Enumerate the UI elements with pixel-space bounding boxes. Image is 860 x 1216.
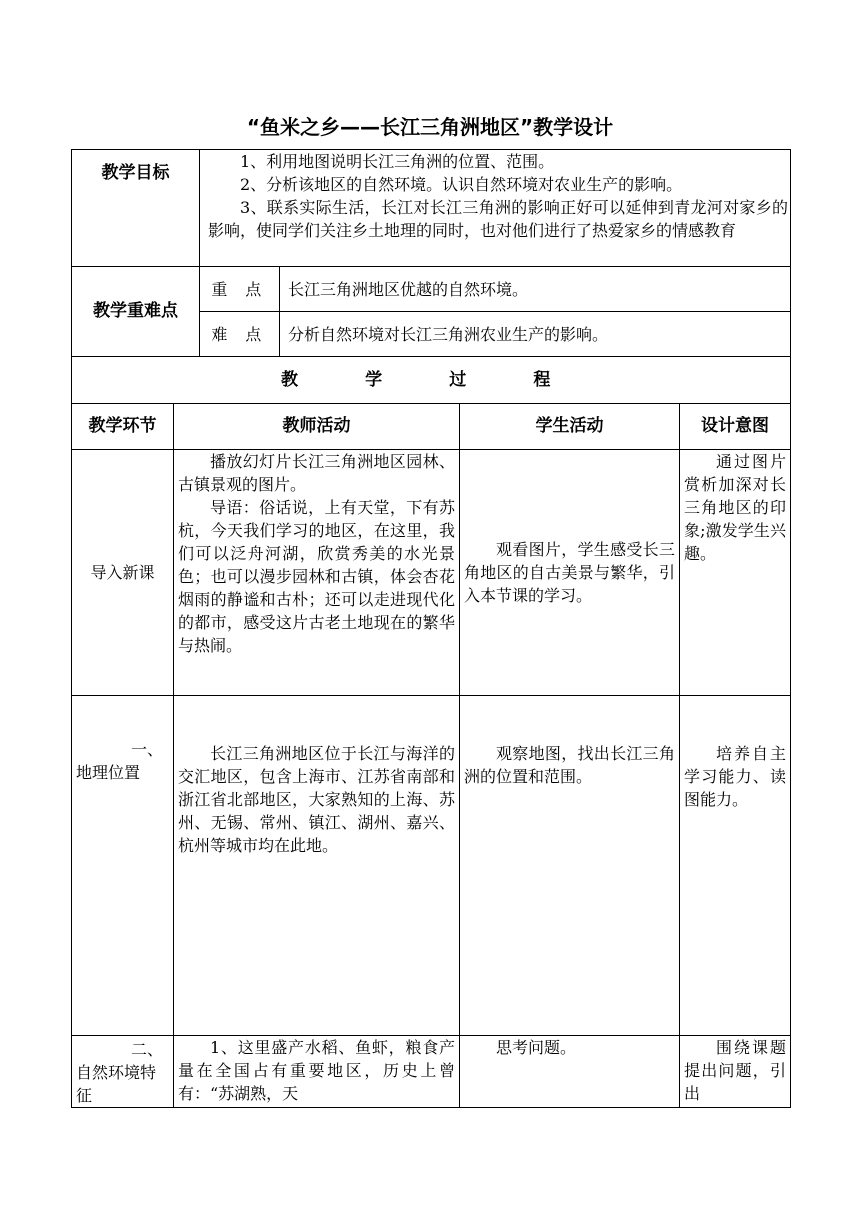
document-title: “鱼米之乡——长江三角洲地区”教学设计: [246, 115, 614, 139]
table-row: [72, 450, 791, 696]
goal-item: 2、分析该地区的自然环境。认识自然环境对农业生产的影响。: [240, 175, 683, 194]
goals-label: 教学目标: [72, 150, 200, 267]
teacher-cell: [174, 450, 460, 696]
focus-row: [72, 267, 791, 312]
col-header-teacher: 教师活动: [174, 404, 460, 450]
goal-item: 3、联系实际生活，长江对长江三角洲的影响正好可以延伸到青龙河对家乡的影响，使同学们关注乡土地理的同时，也对他们进行了热爱家乡的情感教育: [208, 198, 788, 240]
difficulty-label: 难 点: [200, 312, 280, 357]
col-header-intent: 设计意图: [680, 404, 791, 450]
process-title-row: [72, 357, 791, 404]
stage-index: 一、: [130, 740, 163, 759]
difficulty-text: 分析自然环境对长江三角洲农业生产的影响。: [280, 312, 791, 357]
column-header-row: [72, 404, 791, 450]
goals-content: [200, 150, 791, 267]
teacher-paragraph: 播放幻灯片长江三角洲地区园林、古镇景观的图片。: [178, 452, 455, 494]
goal-item: 1、利用地图说明长江三角洲的位置、范围。: [240, 152, 555, 171]
student-cell: 观察地图，找出长江三角洲的位置和范围。: [460, 696, 680, 1036]
lesson-plan-table: [71, 149, 791, 1108]
stage-cell: [72, 696, 174, 1036]
focus-text: 长江三角洲地区优越的自然环境。: [280, 267, 791, 312]
intent-cell: 围绕课题提出问题，引出: [680, 1036, 791, 1108]
key-points-label: 教学重难点: [72, 267, 200, 357]
teacher-paragraph: 导语：俗话说，上有天堂，下有苏杭，今天我们学习的地区，在这里，我们可以泛舟河湖，欣赏秀美的水光景色；也可以漫步园林和古镇，体会杏花烟雨的静谧和古朴；还可以走进现代化的都市，感受这片古老土地现在的繁华与热闹。: [178, 498, 455, 655]
process-title: 教 学 过 程: [72, 357, 791, 404]
intent-cell: 培养自主学习能力、读图能力。: [680, 696, 791, 1036]
teacher-cell: 1、这里盛产水稻、鱼虾，粮食产量在全国占有重要地区，历史上曾有：“苏湖熟，天: [174, 1036, 460, 1108]
student-cell: 观看图片，学生感受长三角地区的自古美景与繁华，引入本节课的学习。: [460, 450, 680, 696]
stage-title: 地理位置: [76, 763, 141, 782]
stage-cell: [72, 1036, 174, 1108]
goals-row: [72, 150, 791, 267]
student-cell: 思考问题。: [460, 1036, 680, 1108]
table-row: [72, 696, 791, 1036]
table-row: [72, 1036, 791, 1108]
stage-index: 二、: [130, 1040, 163, 1059]
col-header-stage: 教学环节: [72, 404, 174, 450]
teacher-cell: 长江三角洲地区位于长江与海洋的交汇地区，包含上海市、江苏省南部和浙江省北部地区，大家熟知的上海、苏州、无锡、常州、镇江、湖州、嘉兴、杭州等城市均在此地。: [174, 696, 460, 1036]
col-header-student: 学生活动: [460, 404, 680, 450]
focus-label: 重 点: [200, 267, 280, 312]
intent-cell: 通过图片赏析加深对长三角地区的印象;激发学生兴趣。: [680, 450, 791, 696]
stage-title: 自然环境特征: [76, 1063, 157, 1105]
stage-cell: 导入新课: [72, 450, 174, 696]
